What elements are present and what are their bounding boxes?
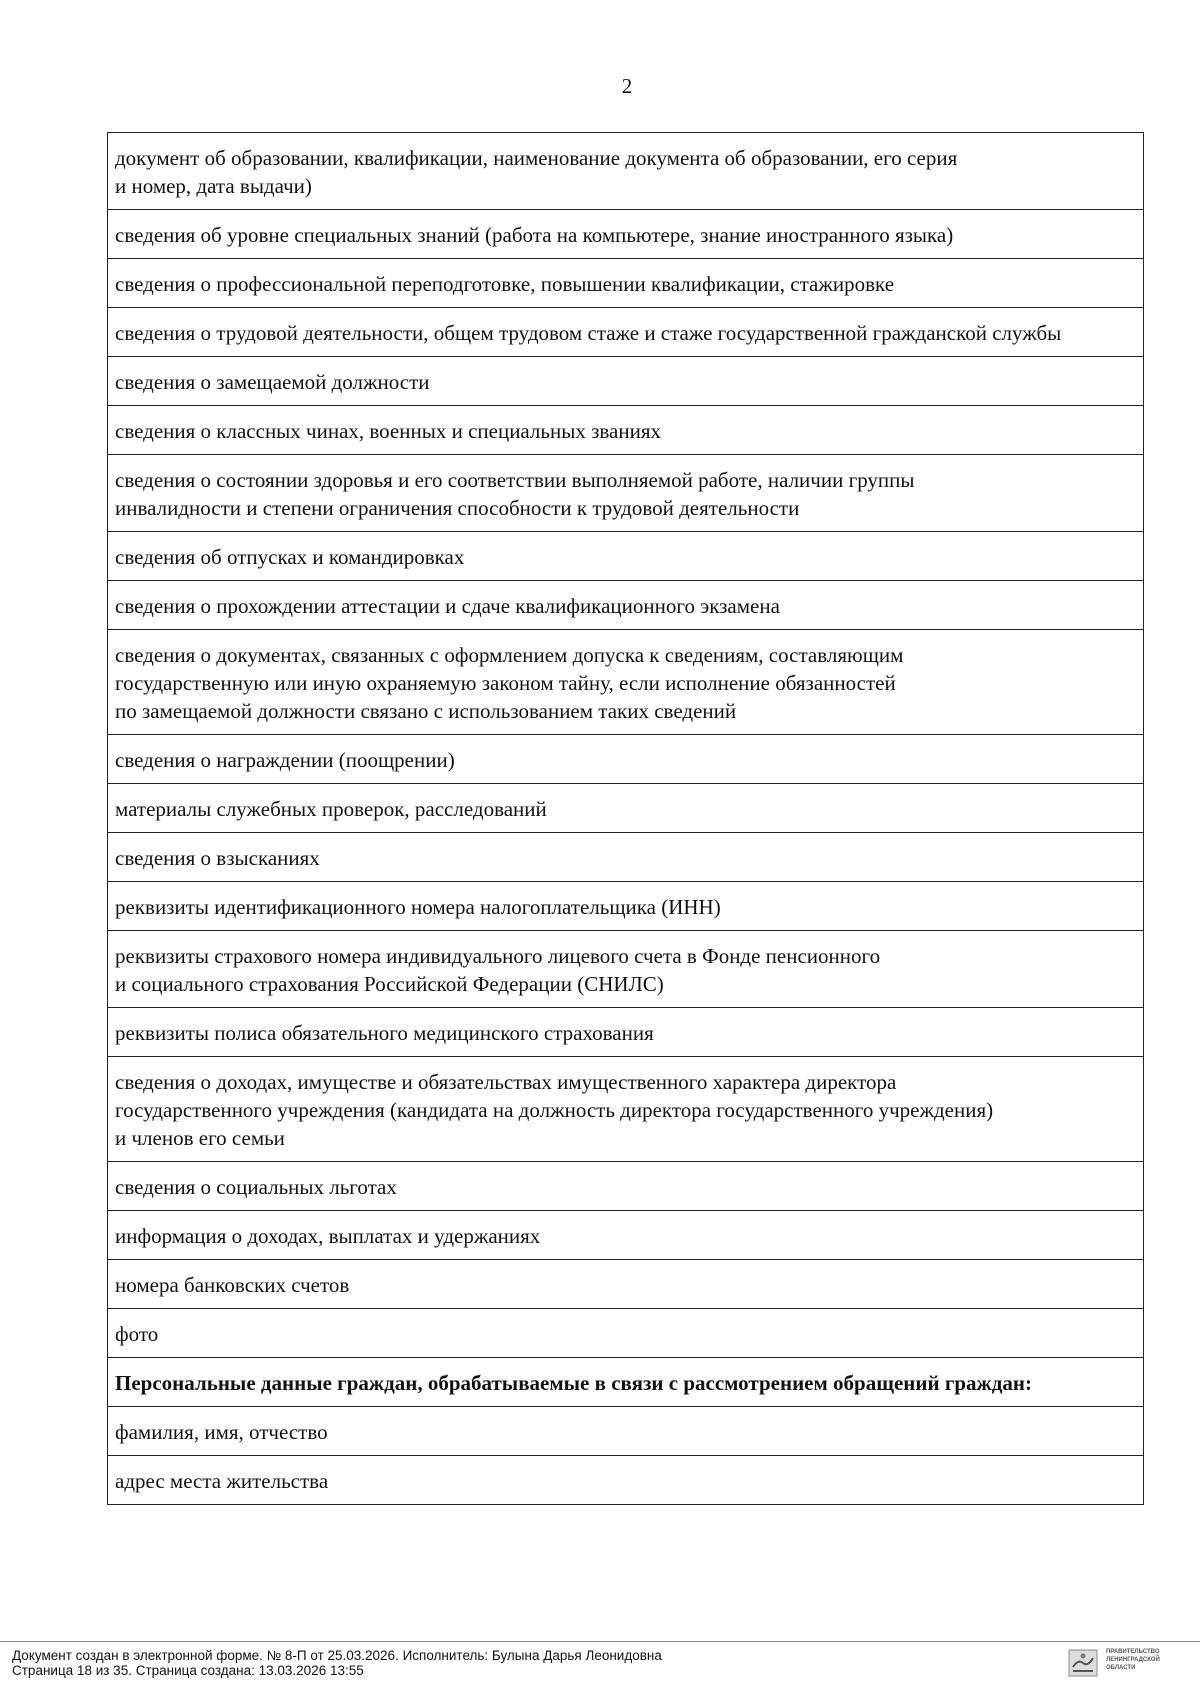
- table-cell: сведения о доходах, имуществе и обязательствах имущественного характера директора государственного учреждения (кандидата на должность директора государственного учреждения) и членов его семьи: [108, 1057, 1144, 1162]
- footer-page-line: Страница 18 из 35. Страница создана: 13.03.2026 13:55: [12, 1663, 364, 1678]
- table-cell: сведения о социальных льготах: [108, 1162, 1144, 1211]
- table-row: [108, 406, 1144, 455]
- page-number: 2: [621, 74, 633, 98]
- section-heading-cell: Персональные данные граждан, обрабатываемые в связи с рассмотрением обращений граждан:: [108, 1358, 1144, 1407]
- table-cell: сведения о замещаемой должности: [108, 357, 1144, 406]
- table-cell: материалы служебных проверок, расследований: [108, 784, 1144, 833]
- table-cell: сведения о классных чинах, военных и специальных званиях: [108, 406, 1144, 455]
- table-row: [108, 532, 1144, 581]
- table-cell: номера банковских счетов: [108, 1260, 1144, 1309]
- table-cell: реквизиты страхового номера индивидуального лицевого счета в Фонде пенсионного и социального страхования Российской Федерации (СНИЛС): [108, 931, 1144, 1008]
- table-row: [108, 210, 1144, 259]
- table-body: [108, 133, 1144, 1505]
- table-row: [108, 833, 1144, 882]
- table-row: [108, 784, 1144, 833]
- table-row: [108, 882, 1144, 931]
- table-cell: информация о доходах, выплатах и удержаниях: [108, 1211, 1144, 1260]
- table-cell: реквизиты полиса обязательного медицинского страхования: [108, 1008, 1144, 1057]
- table-cell: сведения о взысканиях: [108, 833, 1144, 882]
- table-row: [108, 1456, 1144, 1505]
- table-row: [108, 735, 1144, 784]
- table-row: [108, 1407, 1144, 1456]
- table-cell: сведения о трудовой деятельности, общем трудовом стаже и стаже государственной гражданской службы: [108, 308, 1144, 357]
- table-row: [108, 357, 1144, 406]
- table-cell: сведения об уровне специальных знаний (работа на компьютере, знание иностранного языка): [108, 210, 1144, 259]
- table-row: [108, 1260, 1144, 1309]
- table-row: [108, 133, 1144, 210]
- footer-info: [12, 1648, 662, 1678]
- table-row: [108, 630, 1144, 735]
- table-cell: сведения о награждении (поощрении): [108, 735, 1144, 784]
- table-row: [108, 1309, 1144, 1358]
- table-row: [108, 1008, 1144, 1057]
- footer-divider: [0, 1641, 1200, 1642]
- footer-document-line: Документ создан в электронной форме. № 8-П от 25.03.2026. Исполнитель: Булына Дарья Леонидовна: [12, 1648, 662, 1663]
- table-row: [108, 581, 1144, 630]
- table-cell: фамилия, имя, отчество: [108, 1407, 1144, 1456]
- coat-of-arms-icon: [1068, 1649, 1098, 1677]
- table-row: [108, 455, 1144, 532]
- table-cell: реквизиты идентификационного номера налогоплательщика (ИНН): [108, 882, 1144, 931]
- logo-text: ПРАВИТЕЛЬСТВО ЛЕНИНГРАДСКОЙ ОБЛАСТИ: [1106, 1649, 1160, 1671]
- table-row: [108, 1358, 1144, 1407]
- table-row: [108, 1211, 1144, 1260]
- table-cell: адрес места жительства: [108, 1456, 1144, 1505]
- table-row: [108, 308, 1144, 357]
- table-row: [108, 259, 1144, 308]
- table-cell: сведения о состоянии здоровья и его соответствии выполняемой работе, наличии группы инвалидности и степени ограничения способности к трудовой деятельности: [108, 455, 1144, 532]
- table-row: [108, 931, 1144, 1008]
- table-cell: сведения о профессиональной переподготовке, повышении квалификации, стажировке: [108, 259, 1144, 308]
- table-cell: сведения об отпусках и командировках: [108, 532, 1144, 581]
- table-cell: фото: [108, 1309, 1144, 1358]
- government-logo: [1068, 1646, 1188, 1682]
- personal-data-table: [107, 132, 1144, 1505]
- table-row: [108, 1162, 1144, 1211]
- table-cell: документ об образовании, квалификации, наименование документа об образовании, его серия и номер, дата выдачи): [108, 133, 1144, 210]
- table-row: [108, 1057, 1144, 1162]
- table-cell: сведения о документах, связанных с оформлением допуска к сведениям, составляющим государственную или иную охраняемую законом тайну, если исполнение обязанностей по замещаемой должности связано с использованием таких сведений: [108, 630, 1144, 735]
- table-cell: сведения о прохождении аттестации и сдаче квалификационного экзамена: [108, 581, 1144, 630]
